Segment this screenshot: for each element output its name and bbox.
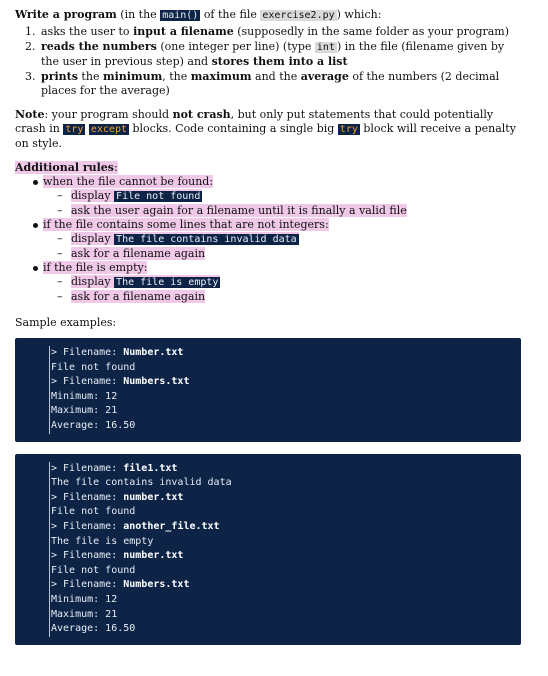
terminal-output: > Filename:	[51, 579, 124, 591]
terminal-user-input: file1.txt	[123, 462, 178, 474]
terminal-user-input: Number.txt	[123, 347, 184, 358]
terminal-output: Maximum: 21	[51, 608, 118, 620]
terminal-line	[51, 346, 521, 361]
terminal-line	[51, 505, 521, 520]
step-print-stats: 3. prints the minimum, the maximum and the average of the numbers (2 decimal places for the average)	[39, 70, 521, 98]
terminal-user-input: Numbers.txt	[123, 376, 190, 388]
note-label: Note	[15, 108, 45, 121]
sub-rule: – ask the user again for a filename until it is finally a valid file	[57, 204, 407, 217]
terminal-output: The file contains invalid data	[51, 477, 232, 489]
bullet-icon	[33, 266, 38, 271]
terminal-line	[51, 462, 521, 477]
terminal-line	[51, 564, 521, 579]
terminal-line	[51, 535, 521, 550]
terminal-output: > Filename:	[51, 347, 124, 358]
terminal-line	[51, 419, 521, 434]
intro-lead: Write a program	[15, 8, 117, 21]
terminal-output: > Filename:	[51, 491, 124, 503]
sub-rule: – display File not found	[57, 189, 201, 202]
intro-paragraph	[15, 8, 521, 23]
terminal-output: File not found	[51, 564, 136, 576]
terminal-user-input: Numbers.txt	[123, 579, 190, 591]
terminal-line	[51, 578, 521, 593]
terminal-output: > Filename:	[51, 376, 124, 388]
terminal-line	[51, 593, 521, 608]
intro-text-3: ) which:	[336, 8, 382, 21]
sub-rule: – display The file is empty	[57, 275, 219, 288]
rule-file-not-found: when the file cannot be found: – display File not found – ask the user again for a filename until it is finally a valid file	[15, 175, 521, 218]
step-read-numbers: 2. reads the numbers (one integer per line) (type int ) in the file (filename given by the user in previous step) and stores them into a list	[39, 40, 521, 69]
exercise-document	[15, 8, 521, 645]
main-function-code: main()	[162, 10, 199, 21]
terminal-output: > Filename:	[51, 462, 124, 474]
terminal-output: Minimum: 12	[51, 390, 118, 402]
additional-rules-section	[15, 161, 521, 304]
samples-label: Sample examples:	[15, 316, 117, 329]
except-keyword: except	[90, 124, 127, 135]
terminal-user-input: number.txt	[123, 550, 184, 562]
sample-terminal-2	[15, 454, 521, 645]
sub-rule: – display The file contains invalid data	[57, 232, 297, 245]
intro-text-2: of the file	[203, 8, 257, 21]
additional-rules-heading: Additional rules:	[15, 161, 118, 174]
terminal-line	[51, 404, 521, 419]
step-input-filename: 1. asks the user to input a filename (supposedly in the same folder as your program)	[39, 25, 521, 39]
filename-code: exercise2.py	[262, 10, 335, 21]
terminal-line	[51, 476, 521, 491]
terminal-output: The file is empty	[51, 535, 154, 547]
terminal-line	[51, 361, 521, 376]
rules-list	[15, 175, 521, 304]
terminal-user-input: another_file.txt	[123, 520, 220, 532]
int-type-code: int	[316, 42, 335, 53]
try-keyword: try	[65, 124, 84, 135]
terminal-output: Maximum: 21	[51, 405, 118, 417]
note-paragraph: Note: your program should not crash, but only put statements that could potentially crash in try except blocks. Code containing a single big try block will receive a penalty on style.	[15, 108, 516, 150]
sub-rule: – ask for a filename again	[57, 247, 206, 260]
terminal-output: Average: 16.50	[51, 419, 136, 431]
steps-list	[15, 25, 521, 98]
bullet-icon	[33, 180, 38, 185]
terminal-user-input: number.txt	[123, 491, 184, 503]
terminal-line	[51, 622, 521, 637]
terminal-line	[51, 520, 521, 535]
terminal-output: > Filename:	[51, 550, 124, 562]
rule-invalid-data: if the file contains some lines that are not integers: – display The file contains invalid data – ask for a filename again	[15, 218, 521, 261]
terminal-line	[51, 608, 521, 623]
bullet-icon	[33, 223, 38, 228]
sample-terminal-1	[15, 338, 521, 442]
rule-file-empty: if the file is empty: – display The file is empty – ask for a filename again	[15, 261, 521, 304]
terminal-output: Minimum: 12	[51, 593, 118, 605]
terminal-output: Average: 16.50	[51, 623, 136, 635]
terminal-line	[51, 375, 521, 390]
intro-text-1: (in the	[120, 8, 157, 21]
terminal-line	[51, 549, 521, 564]
try-keyword-2: try	[339, 124, 358, 135]
terminal-output: File not found	[51, 506, 136, 518]
terminal-line	[51, 390, 521, 405]
terminal-output: File not found	[51, 361, 136, 373]
terminal-line	[51, 491, 521, 506]
sub-rule: – ask for a filename again	[57, 290, 206, 303]
terminal-output: > Filename:	[51, 520, 124, 532]
